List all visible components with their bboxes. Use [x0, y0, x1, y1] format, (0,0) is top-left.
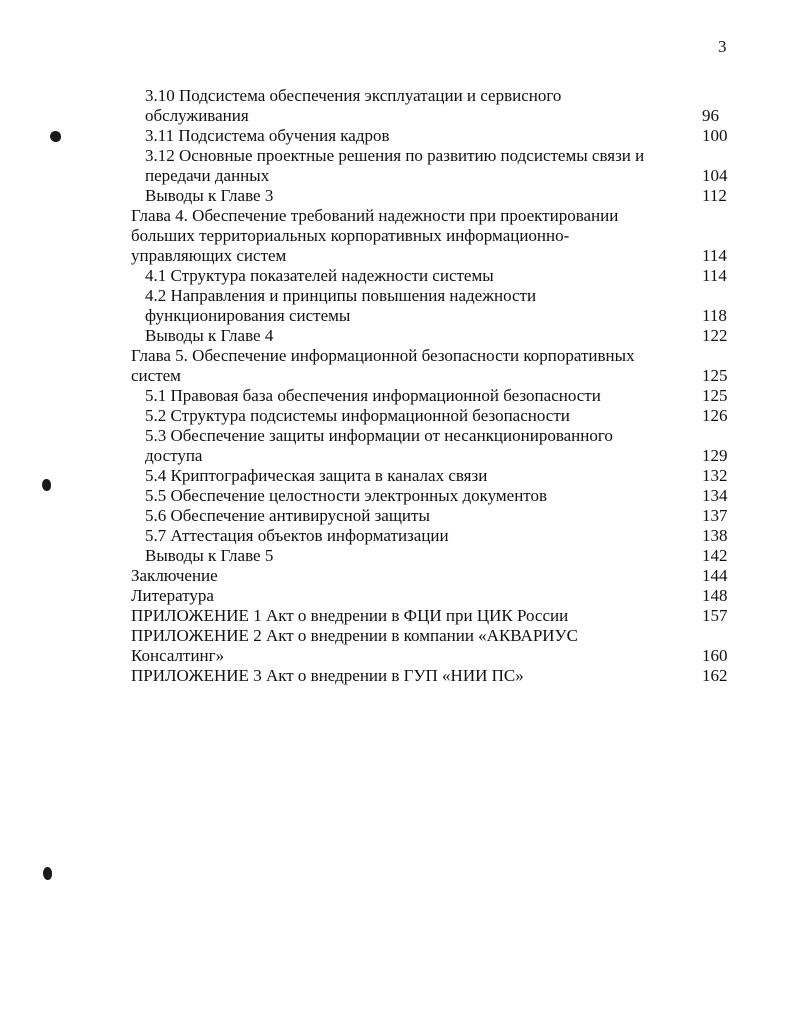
toc-entry-title: Заключение — [131, 566, 218, 585]
toc-entry-title: Глава 5. Обеспечение информационной безопасности корпоративных — [131, 346, 635, 365]
toc-entry-page-number: 125 — [702, 366, 728, 385]
toc-entry-page-number: 162 — [702, 666, 728, 685]
toc-entry — [0, 466, 799, 486]
toc-entry — [0, 226, 799, 246]
toc-entry-page-number: 125 — [702, 386, 728, 405]
toc-entry — [0, 646, 799, 666]
toc-entry-title: 3.11 Подсистема обучения кадров — [145, 126, 390, 145]
toc-entry — [0, 366, 799, 386]
toc-entry — [0, 326, 799, 346]
table-of-contents — [0, 86, 799, 686]
toc-entry — [0, 286, 799, 306]
toc-entry-page-number: 96 — [702, 106, 719, 125]
toc-entry — [0, 406, 799, 426]
toc-entry-title: 4.2 Направления и принципы повышения надежности — [145, 286, 537, 305]
toc-entry-title: Глава 4. Обеспечение требований надежности при проектировании — [131, 206, 619, 225]
toc-entry — [0, 146, 799, 166]
scan-speck — [42, 479, 51, 491]
toc-entry — [0, 166, 799, 186]
toc-entry — [0, 506, 799, 526]
toc-entry-page-number: 118 — [702, 306, 727, 325]
toc-entry-title: Выводы к Главе 5 — [145, 546, 274, 565]
scan-speck — [50, 131, 61, 142]
toc-entry-title: 3.12 Основные проектные решения по развитию подсистемы связи и — [145, 146, 645, 165]
toc-entry — [0, 206, 799, 226]
toc-entry-page-number: 114 — [702, 266, 727, 285]
toc-entry-page-number: 112 — [702, 186, 727, 205]
toc-entry — [0, 106, 799, 126]
toc-entry — [0, 446, 799, 466]
toc-entry-page-number: 100 — [702, 126, 728, 145]
toc-entry — [0, 186, 799, 206]
scan-speck — [43, 867, 52, 880]
toc-entry-title: 5.4 Криптографическая защита в каналах связи — [145, 466, 488, 485]
toc-entry-title: ПРИЛОЖЕНИЕ 2 Акт о внедрении в компании «АКВАРИУС — [131, 626, 578, 645]
toc-entry-title: 5.5 Обеспечение целостности электронных документов — [145, 486, 548, 505]
toc-entry — [0, 566, 799, 586]
toc-entry — [0, 486, 799, 506]
toc-entry-title: передачи данных — [145, 166, 270, 185]
toc-entry-title: 4.1 Структура показателей надежности системы — [145, 266, 494, 285]
toc-entry-title: управляющих систем — [131, 246, 287, 265]
toc-entry-title: 5.6 Обеспечение антивирусной защиты — [145, 506, 430, 525]
toc-entry-page-number: 144 — [702, 566, 728, 585]
toc-entry-page-number: 160 — [702, 646, 728, 665]
toc-entry — [0, 526, 799, 546]
toc-entry — [0, 386, 799, 406]
toc-entry-page-number: 126 — [702, 406, 728, 425]
toc-entry — [0, 126, 799, 146]
toc-entry-title: 5.1 Правовая база обеспечения информационной безопасности — [145, 386, 601, 405]
toc-entry-page-number: 148 — [702, 586, 728, 605]
toc-entry-title: Выводы к Главе 3 — [145, 186, 274, 205]
toc-entry — [0, 306, 799, 326]
toc-entry-title: систем — [131, 366, 181, 385]
toc-entry-title: Литература — [131, 586, 214, 605]
toc-entry — [0, 86, 799, 106]
toc-entry-page-number: 129 — [702, 446, 728, 465]
toc-entry-page-number: 134 — [702, 486, 728, 505]
toc-entry — [0, 586, 799, 606]
toc-entry-title: обслуживания — [145, 106, 249, 125]
toc-entry-page-number: 122 — [702, 326, 728, 345]
toc-entry-title: ПРИЛОЖЕНИЕ 1 Акт о внедрении в ФЦИ при ЦИК России — [131, 606, 569, 625]
toc-entry — [0, 626, 799, 646]
toc-entry-title: 5.7 Аттестация объектов информатизации — [145, 526, 449, 545]
toc-entry-page-number: 138 — [702, 526, 728, 545]
toc-entry-title: Выводы к Главе 4 — [145, 326, 274, 345]
toc-entry-title: ПРИЛОЖЕНИЕ 3 Акт о внедрении в ГУП «НИИ ПС» — [131, 666, 524, 685]
toc-entry-page-number: 132 — [702, 466, 728, 485]
toc-entry — [0, 246, 799, 266]
toc-entry-title: 5.2 Структура подсистемы информационной безопасности — [145, 406, 570, 425]
page-number: 3 — [718, 37, 727, 56]
toc-entry-page-number: 114 — [702, 246, 727, 265]
toc-entry-page-number: 157 — [702, 606, 728, 625]
toc-entry-page-number: 137 — [702, 506, 728, 525]
toc-entry — [0, 346, 799, 366]
toc-entry-title: Консалтинг» — [131, 646, 225, 665]
toc-entry-title: больших территориальных корпоративных информационно- — [131, 226, 570, 245]
toc-entry-title: функционирования системы — [145, 306, 351, 325]
toc-entry — [0, 426, 799, 446]
toc-entry-title: доступа — [145, 446, 203, 465]
toc-entry — [0, 266, 799, 286]
toc-entry — [0, 606, 799, 626]
toc-entry-page-number: 104 — [702, 166, 728, 185]
toc-entry-title: 3.10 Подсистема обеспечения эксплуатации и сервисного — [145, 86, 562, 105]
toc-entry — [0, 666, 799, 686]
toc-entry-page-number: 142 — [702, 546, 728, 565]
toc-entry-title: 5.3 Обеспечение защиты информации от несанкционированного — [145, 426, 613, 445]
toc-entry — [0, 546, 799, 566]
